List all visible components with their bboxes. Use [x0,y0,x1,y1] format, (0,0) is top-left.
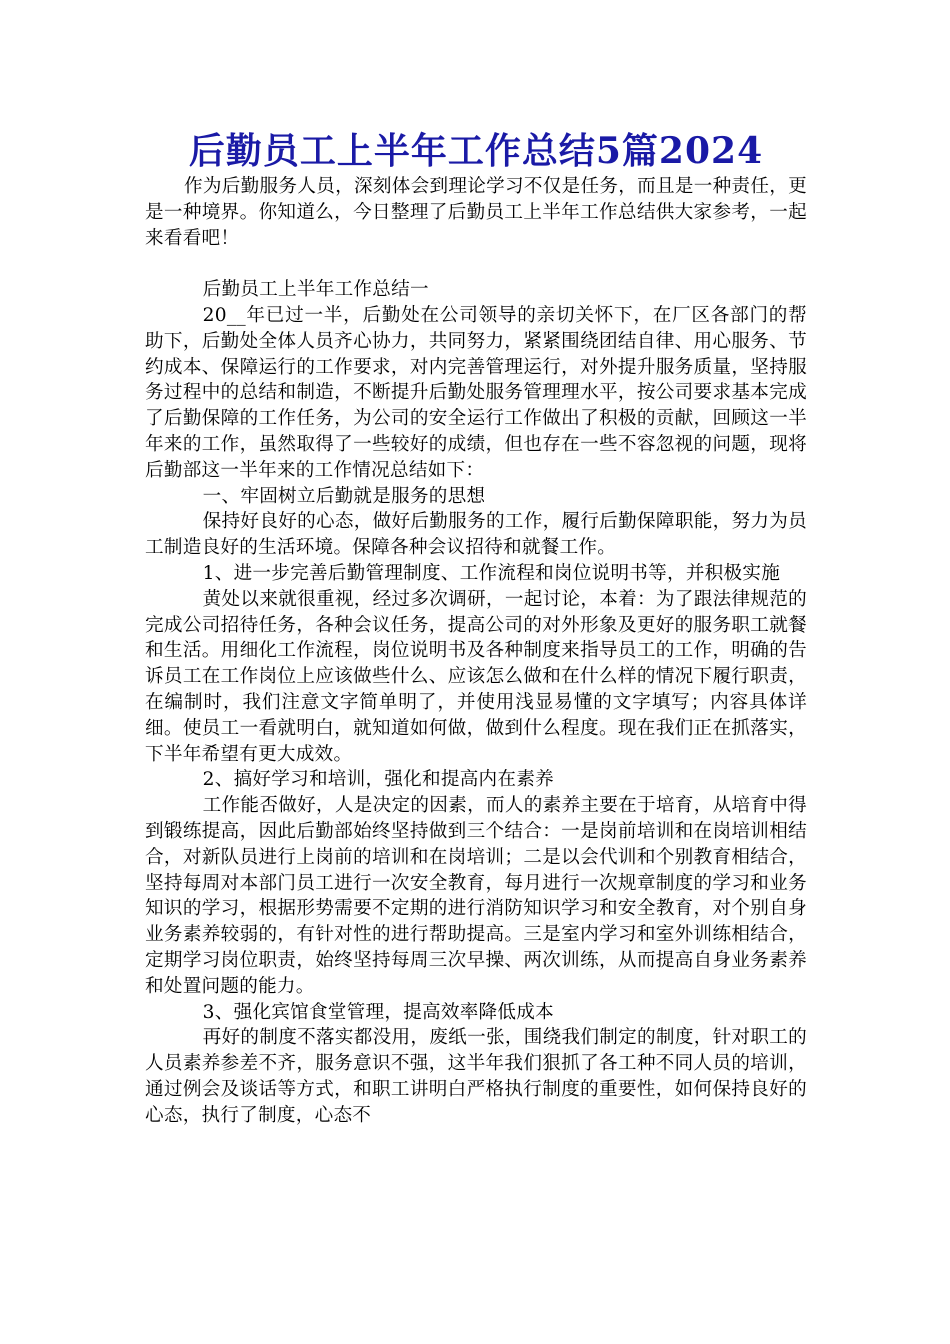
section-title: 后勤员工上半年工作总结一 [202,279,429,301]
heading-2: 1、进一步完善后勤管理制度、工作流程和岗位说明书等，并积极实施 [202,562,781,584]
heading-3: 2、搞好学习和培训，强化和提高内在素养 [202,769,554,791]
intro-paragraph: 作为后勤服务人员，深刻体会到理论学习不仅是任务，而且是一种责任，更是一种境界。你知道么，今日整理了后勤员工上半年工作总结供大家参考，一起来看看吧！ [145,176,807,249]
heading-4: 3、强化宾馆食堂管理，提高效率降低成本 [202,1001,554,1023]
document-body [145,174,807,1128]
document-page [145,128,807,1128]
heading-1: 一、牢固树立后勤就是服务的思想 [202,485,486,507]
blank-line [145,251,807,277]
paragraph-1: 20__年已过一半，后勤处在公司领导的亲切关怀下，在厂区各部门的帮助下，后勤处全体人员齐心协力，共同努力，紧紧围绕团结自律、用心服务、节约成本、保障运行的工作要求，对内完善管理运行，对外提升服务质量，坚持服务过程中的总结和制造，不断提升后勤处服务管理理水平，按公司要求基本完成了后勤保障的工作任务，为公司的安全运行工作做出了积极的贡献，回顾这一半年来的工作，虽然取得了一些较好的成绩，但也存在一些不容忽视的问题，现将后勤部这一半年来的工作情况总结如下： [145,304,807,481]
paragraph-5: 再好的制度不落实都没用，废纸一张，围绕我们制定的制度，针对职工的人员素养参差不齐，服务意识不强，这半年我们狠抓了各工种不同人员的培训，通过例会及谈话等方式，和职工讲明白严格执行制度的重要性，如何保持良好的心态，执行了制度，心态不 [145,1027,807,1126]
paragraph-3: 黄处以来就很重视，经过多次调研，一起讨论，本着：为了跟法律规范的完成公司招待任务，各种会议任务，提高公司的对外形象及更好的服务职工就餐和生活。用细化工作流程，岗位说明书及各种制度来指导员工的工作，明确的告诉员工在工作岗位上应该做些什么、应该怎么做和在什么样的情况下履行职责，在编制时，我们注意文字简单明了，并使用浅显易懂的文字填写；内容具体详细。使员工一看就明白，就知道如何做，做到什么程度。现在我们正在抓落实，下半年希望有更大成效。 [145,588,807,765]
paragraph-2: 保持好良好的心态，做好后勤服务的工作，履行后勤保障职能，努力为员工制造良好的生活环境。保障各种会议招待和就餐工作。 [145,511,807,559]
document-title: 后勤员工上半年工作总结5篇2024 [188,130,764,172]
paragraph-4: 工作能否做好，人是决定的因素，而人的素养主要在于培育，从培育中得到锻练提高，因此后勤部始终坚持做到三个结合：一是岗前培训和在岗培训相结合，对新队员进行上岗前的培训和在岗培训；二是以会代训和个别教育相结合，坚持每周对本部门员工进行一次安全教育，每月进行一次规章制度的学习和业务知识的学习，根据形势需要不定期的进行消防知识学习和安全教育，对个别自身业务素养较弱的，有针对性的进行帮助提高。三是室内学习和室外训练相结合，定期学习岗位职责，始终坚持每周三次早操、两次训练，从而提高自身业务素养和处置问题的能力。 [145,795,807,997]
